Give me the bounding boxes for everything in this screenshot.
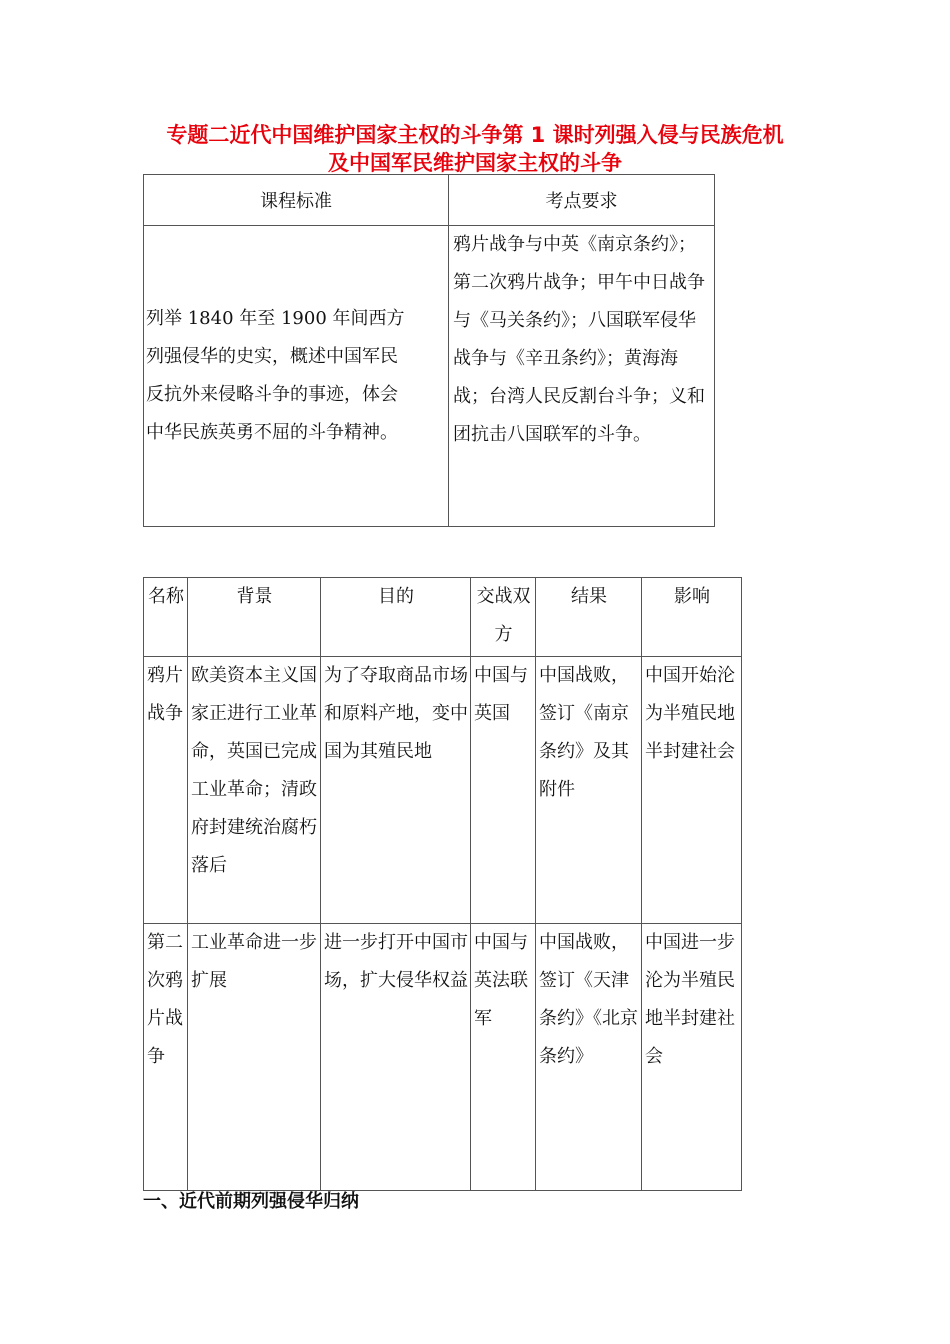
curriculum-table	[143, 174, 715, 527]
war-impact: 中国进一步沦为半殖民地半封建社会	[642, 924, 742, 1191]
header-curriculum-standard: 课程标准	[144, 175, 449, 226]
col-header-impact: 影响	[642, 578, 742, 657]
col-header-result: 结果	[536, 578, 642, 657]
war-purpose: 为了夺取商品市场和原料产地，变中国为其殖民地	[321, 657, 471, 924]
col-header-purpose: 目的	[321, 578, 471, 657]
col-header-background: 背景	[188, 578, 321, 657]
war-result: 中国战败，签订《天津条约》《北京条约》	[536, 924, 642, 1191]
war-purpose: 进一步打开中国市场，扩大侵华权益	[321, 924, 471, 1191]
curriculum-standard-text: 列举 1840 年至 1900 年间西方列强侵华的史实，概述中国军民反抗外来侵略斗争的事迹，体会中华民族英勇不屈的斗争精神。	[144, 226, 449, 527]
title-line-2: 及中国军民维护国家主权的斗争	[328, 151, 622, 175]
war-background: 欧美资本主义国家正进行工业革命，英国已完成工业革命；清政府封建统治腐朽落后	[188, 657, 321, 924]
header-exam-requirements: 考点要求	[449, 175, 715, 226]
document-title	[120, 121, 830, 177]
wars-table	[143, 577, 742, 1191]
table-row	[144, 657, 742, 924]
war-name: 第二次鸦片战争	[144, 924, 188, 1191]
col-header-parties: 交战双方	[471, 578, 536, 657]
war-name: 鸦片战争	[144, 657, 188, 924]
table-row	[144, 924, 742, 1191]
exam-requirements-text: 鸦片战争与中英《南京条约》；第二次鸦片战争；甲午中日战争与《马关条约》；八国联军侵华战争与《辛丑条约》；黄海海战；台湾人民反割台斗争；义和团抗击八国联军的斗争。	[449, 226, 715, 527]
war-result: 中国战败，签订《南京条约》及其附件	[536, 657, 642, 924]
col-header-name: 名称	[144, 578, 188, 657]
title-line-1: 专题二近代中国维护国家主权的斗争第 1 课时列强入侵与民族危机	[166, 123, 784, 147]
war-background: 工业革命进一步扩展	[188, 924, 321, 1191]
war-impact: 中国开始沦为半殖民地半封建社会	[642, 657, 742, 924]
war-parties: 中国与英国	[471, 657, 536, 924]
war-parties: 中国与英法联军	[471, 924, 536, 1191]
section-heading: 一、近代前期列强侵华归纳	[143, 1191, 359, 1212]
